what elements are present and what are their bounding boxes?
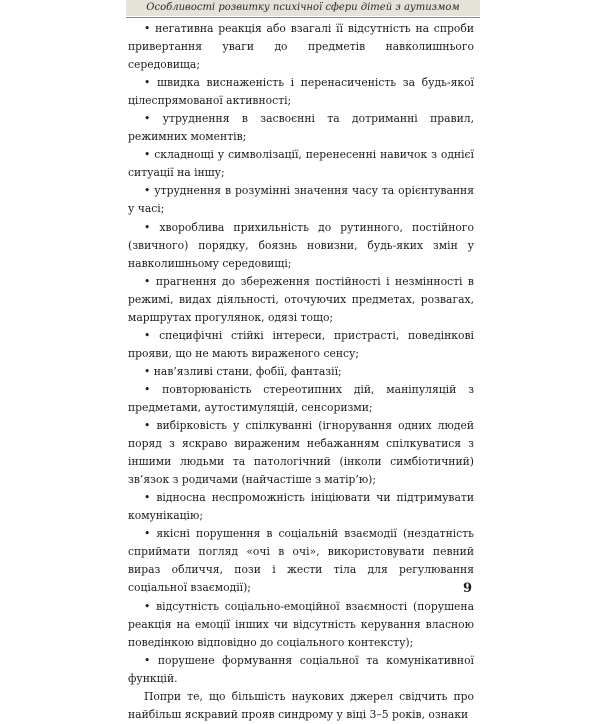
bullet-item: • відносна неспроможність ініціювати чи підтримувати комунікацію;: [128, 491, 474, 523]
bullet-item: • порушене формування соціальної та комунікативної функцій.: [128, 653, 474, 685]
running-header-title: Особливості розвитку психічної сфери дітей з аутизмом: [146, 2, 460, 13]
bullet-item: • швидка виснаженість і перенасиченість за будь-якої цілеспрямованої активності;: [128, 76, 474, 108]
bullet-item: • вибірковість у спілкуванні (ігнорування одних людей поряд з яскраво вираженим небажанням спілкуватися з іншими людьми та патологічний (інколи симбіотичний) зв’язок з родичами (найчастіше з матір’ю);: [128, 419, 474, 487]
bullet-item: • нав’язливі стани, фобії, фантазії;: [144, 364, 342, 378]
bullet-item: • хвороблива прихильність до рутинного, постійного (звичного) порядку, боязнь новизни, будь-яких змін у навколишньому середовищі;: [128, 220, 474, 270]
page-number: 9: [462, 581, 472, 596]
body-paragraph: Попри те, що більшість наукових джерел свідчить про найбільш яскравий прояв синдрому у віці 3–5 років, ознаки: [128, 689, 474, 721]
bullet-item: • специфічні стійкі інтереси, пристрасті, поведінкові прояви, що не мають вираженого сенсу;: [128, 328, 474, 360]
bullet-item: • складнощі у символізації, перенесенні навичок з однієї ситуації на іншу;: [128, 148, 474, 180]
bullet-item: • повторюваність стереотипних дій, маніпуляцій з предметами, аутостимуляцій, сенсоризми;: [128, 382, 474, 414]
bullet-item: • утруднення в засвоєнні та дотриманні правил, режимних моментів;: [128, 112, 474, 144]
page-body-text: [128, 20, 474, 724]
bullet-item: • якісні порушення в соціальній взаємодії (нездатність сприймати погляд «очі в очі», використовувати певний вираз обличчя, пози і жести тіла для регулювання соціальної взаємодії);: [128, 527, 474, 595]
bullet-item: • прагнення до збереження постійності і незмінності в режимі, видах діяльності, оточуючих предметах, розвагах, маршрутах прогулянок, одязі тощо;: [128, 274, 474, 324]
bullet-item: • утруднення в розумінні значення часу та орієнтування у часі;: [128, 184, 474, 216]
bullet-item: • відсутність соціально-емоційної взаємності (порушена реакція на емоції інших чи відсутність керування власною поведінкою відповідно до соціального контексту);: [128, 599, 474, 649]
header-divider: [126, 17, 480, 18]
bullet-item: • негативна реакція або взагалі її відсутність на спроби привертання уваги до предметів навколишнього середовища;: [128, 22, 474, 72]
